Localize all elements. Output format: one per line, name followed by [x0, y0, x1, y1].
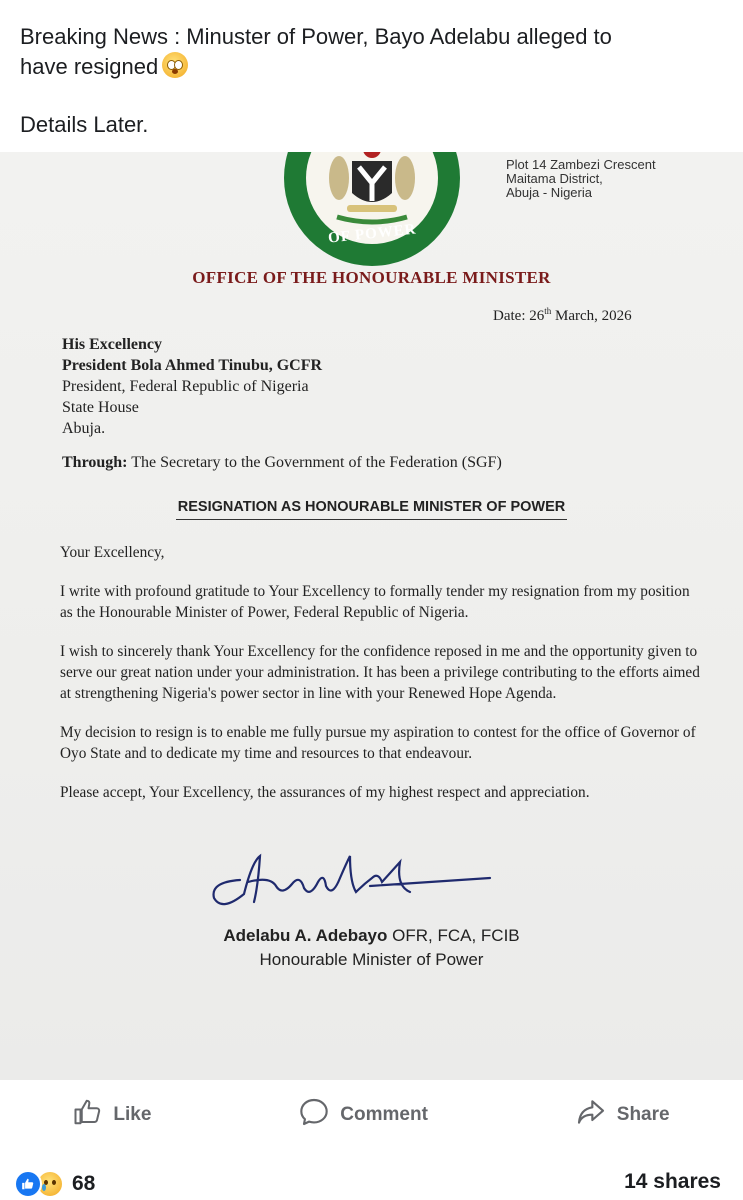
paragraph-2: I wish to sincerely thank Your Excellency for the confidence reposed in me and the opportunity given to serve our great nation under your administration. It has been a privilege contributing to the efforts aimed at strengthening Nigeria's power sector in line with your Renewed Hope Agenda.	[60, 643, 700, 702]
date-suffix: March, 2026	[551, 308, 632, 324]
through-label: Through:	[62, 454, 128, 471]
subject-text: RESIGNATION AS HONOURABLE MINISTER OF POWER	[176, 499, 567, 520]
shares-count[interactable]: 14 shares	[624, 1170, 721, 1193]
post-text-line2	[20, 52, 720, 82]
recipient-line3: President, Federal Republic of Nigeria	[62, 378, 309, 395]
comment-bubble-icon	[298, 1096, 330, 1134]
date-superscript: th	[544, 306, 552, 316]
share-button[interactable]	[575, 1096, 670, 1134]
post-stats	[0, 1166, 743, 1200]
through-text: The Secretary to the Government of the Federation (SGF)	[127, 454, 502, 471]
comment-label: Comment	[340, 1104, 428, 1125]
address-line3: Abuja - Nigeria	[506, 185, 592, 200]
reactions-summary[interactable]	[14, 1170, 95, 1198]
flushed-emoji-icon	[162, 52, 188, 78]
recipient-line5: Abuja.	[62, 420, 106, 437]
post-text-line3: Details Later.	[20, 112, 149, 137]
signer-block	[0, 924, 743, 972]
address-line1: Plot 14 Zambezi Crescent	[506, 157, 656, 172]
post-text	[20, 22, 720, 140]
post-text-line1: Breaking News : Minuster of Power, Bayo Adelabu alleged to	[20, 24, 612, 49]
letter-date	[493, 306, 632, 325]
recipient-line4: State House	[62, 399, 139, 416]
share-arrow-icon	[575, 1096, 607, 1134]
like-reaction-icon	[14, 1170, 42, 1198]
through-line	[62, 454, 502, 472]
handwritten-signature	[200, 842, 500, 927]
post-text-line2-text: have resigned	[20, 54, 159, 79]
date-prefix: Date: 26	[493, 308, 545, 324]
signer-name-line	[0, 924, 743, 948]
ministry-address	[506, 158, 656, 200]
paragraph-3: My decision to resign is to enable me fully pursue my aspiration to contest for the office of Governor of Oyo State and to dedicate my time and resources to that endeavour.	[60, 724, 696, 762]
recipient-block	[62, 334, 322, 439]
letter-image[interactable]	[0, 152, 743, 1080]
salutation: Your Excellency,	[60, 544, 165, 561]
like-button[interactable]	[73, 1097, 151, 1133]
seal-text: OF POWER	[327, 221, 418, 247]
paragraph-4: Please accept, Your Excellency, the assurances of my highest respect and appreciation.	[60, 784, 590, 801]
subject-heading	[0, 498, 743, 516]
comment-button[interactable]	[298, 1096, 428, 1134]
signer-titles: OFR, FCA, FCIB	[387, 926, 520, 945]
signer-role: Honourable Minister of Power	[259, 950, 484, 969]
paragraph-1: I write with profound gratitude to Your Excellency to formally tender my resignation from my position as the Honourable Minister of Power, Federal Republic of Nigeria.	[60, 583, 690, 621]
signer-name: Adelabu A. Adebayo	[223, 926, 388, 945]
letter-body	[60, 542, 700, 821]
recipient-line1: His Excellency	[62, 336, 162, 353]
reaction-count: 68	[72, 1172, 96, 1195]
like-label: Like	[113, 1104, 152, 1125]
recipient-line2: President Bola Ahmed Tinubu, GCFR	[62, 357, 323, 374]
ministry-seal	[284, 152, 460, 266]
post-actions-bar	[0, 1092, 743, 1138]
share-label: Share	[616, 1104, 670, 1125]
thumbs-up-icon	[73, 1097, 103, 1133]
office-heading: OFFICE OF THE HONOURABLE MINISTER	[192, 268, 551, 287]
address-line2: Maitama District,	[506, 171, 603, 186]
